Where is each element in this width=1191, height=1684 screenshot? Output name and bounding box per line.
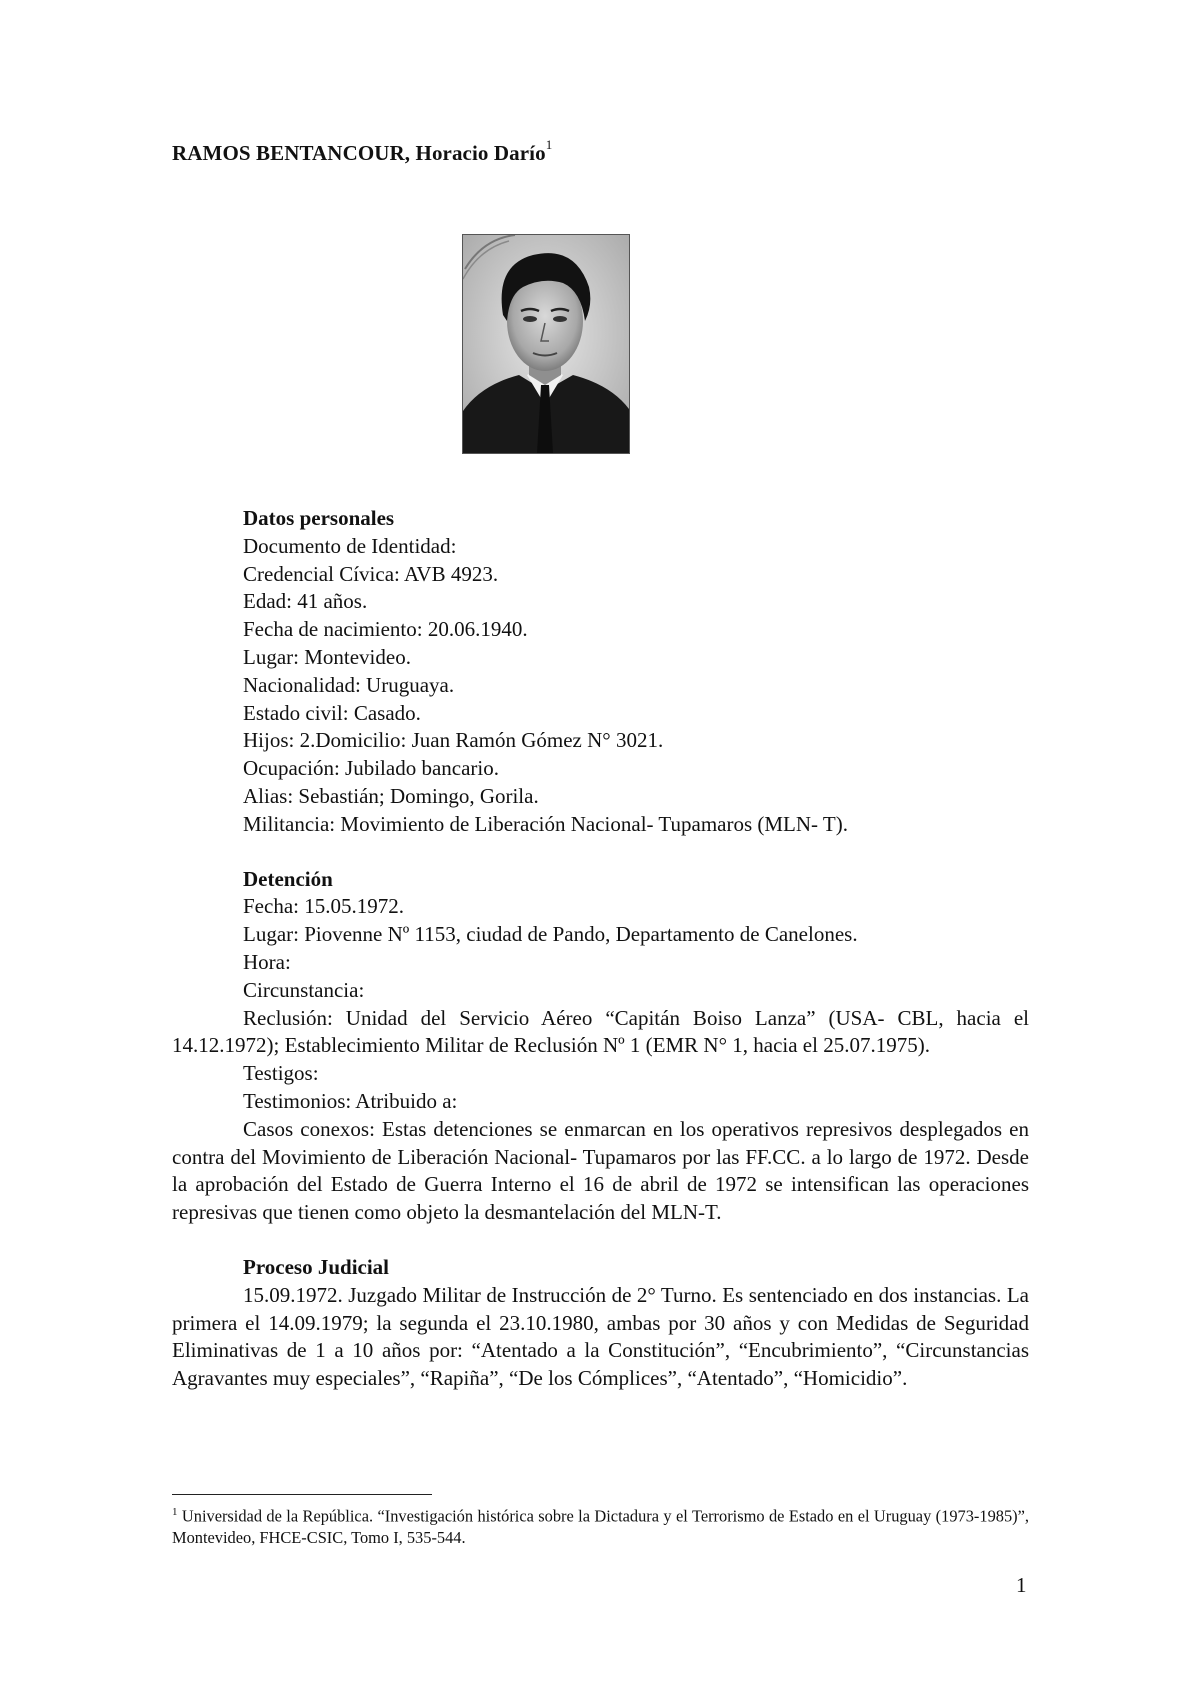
datos-line-militancia: Militancia: Movimiento de Liberación Nacional- Tupamaros (MLN- T). (243, 811, 848, 836)
detencion-testimonios: Testimonios: Atribuido a: (243, 1088, 458, 1113)
datos-line-ocupacion: Ocupación: Jubilado bancario. (243, 756, 499, 781)
datos-line-lugar: Lugar: Montevideo. (243, 644, 411, 669)
section-heading-datos-personales: Datos personales (243, 506, 395, 530)
document-body (172, 505, 1029, 1393)
footnote (172, 1501, 1029, 1549)
page-title (172, 137, 553, 166)
detencion-reclusion: Reclusión: Unidad del Servicio Aéreo “Capitán Boiso Lanza” (USA- CBL, hacia el 14.12.1972); Establecimiento Militar de Reclusión Nº 1 (EMR N° 1, hacia el 25.07.1975). (172, 1005, 1029, 1058)
portrait-photo (462, 234, 630, 454)
section-heading-detencion: Detención (243, 866, 333, 891)
detencion-fecha: Fecha: 15.05.1972. (243, 894, 404, 919)
datos-line-credencial: Credencial Cívica: AVB 4923. (243, 561, 499, 586)
datos-line-alias: Alias: Sebastián; Domingo, Gorila. (243, 783, 539, 808)
proceso-judicial-text: 15.09.1972. Juzgado Militar de Instrucción de 2° Turno. Es sentenciado en dos instancias. La primera el 14.09.1979; la segunda el 23.10.1980, ambas por 30 años y con Medidas de Seguridad Eliminativas de 1 a 10 años por: “Atentado a la Constitución”, “Encubrimiento”, “Circunstancias Agravantes muy especiales”, “Rapiña”, “De los Cómplices”, “Atentado”, “Homicidio”. (172, 1282, 1029, 1391)
datos-line-estado-civil: Estado civil: Casado. (243, 700, 421, 725)
detencion-lugar: Lugar: Piovenne Nº 1153, ciudad de Pando, Departamento de Canelones. (243, 922, 858, 947)
footnote-separator (172, 1494, 432, 1495)
footnote-number: 1 (172, 1506, 178, 1518)
detencion-testigos: Testigos: (243, 1061, 319, 1086)
datos-line-edad: Edad: 41 años. (243, 589, 368, 614)
detencion-casos-conexos: Casos conexos: Estas detenciones se enmarcan en los operativos represivos desplegados en contra del Movimiento de Liberación Nacional- Tupamaros por las FF.CC. a lo largo de 1972. Desde la aprobación del Estado de Guerra Interno el 16 de abril de 1972 se intensifican las operaciones represivas que tienen como objeto la desmantelación del MLN-T. (172, 1116, 1029, 1225)
datos-line-fecha-nacimiento: Fecha de nacimiento: 20.06.1940. (243, 617, 528, 642)
person-name: RAMOS BENTANCOUR, Horacio Darío (172, 141, 546, 165)
page-number: 1 (1016, 1573, 1027, 1597)
datos-line-nacionalidad: Nacionalidad: Uruguaya. (243, 672, 455, 697)
detencion-hora: Hora: (243, 949, 291, 974)
footnote-reference: 1 (545, 137, 553, 152)
datos-line-hijos-domicilio: Hijos: 2.Domicilio: Juan Ramón Gómez N° 3021. (243, 728, 664, 753)
section-heading-proceso-judicial: Proceso Judicial (243, 1254, 390, 1279)
footnote-text: Universidad de la República. “Investigación histórica sobre la Dictadura y el Terrorismo de Estado en el Uruguay (1973-1985)”, Montevideo, FHCE-CSIC, Tomo I, 535-544. (172, 1506, 1029, 1548)
detencion-circunstancia: Circunstancia: (243, 977, 365, 1002)
datos-line-documento: Documento de Identidad: (243, 533, 457, 558)
portrait-image (463, 235, 629, 453)
